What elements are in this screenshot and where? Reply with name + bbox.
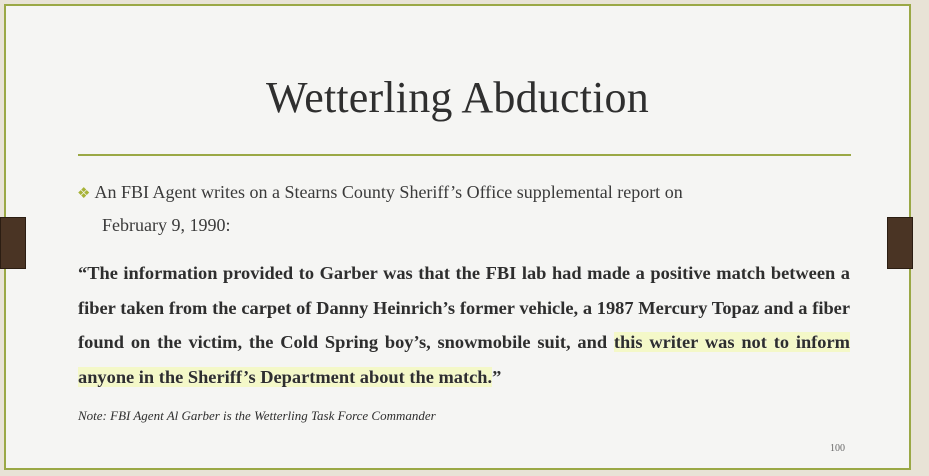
quote-text: “The information provided to Garber was that the FBI lab had made a positive match between a fiber taken from the carpet of Danny Heinrich’s former vehicle, a 1987 Mercury Topaz and a fiber found on the victim, the Cold Spring boy’s, snowmobile suit, and (78, 263, 850, 353)
quote-closing: ” (492, 366, 502, 387)
slide-title: Wetterling Abduction (266, 73, 649, 122)
title-divider (78, 154, 851, 156)
left-side-tab (0, 217, 26, 269)
page-number: 100 (830, 443, 845, 454)
bullet-point (77, 176, 797, 241)
footnote: Note: FBI Agent Al Garber is the Wetterling Task Force Commander (78, 408, 436, 423)
slide (4, 4, 911, 470)
bullet-line-2: February 9, 1990: (102, 215, 231, 235)
bullet-line-1: An FBI Agent writes on a Stearns County Sheriff’s Office supplemental report on (94, 182, 683, 202)
diamond-bullet-icon: ❖ (77, 184, 91, 202)
right-side-tab (887, 217, 913, 269)
quote-highlighted-text: this writer was not to inform anyone in the Sheriff’s Department about the match. (78, 332, 850, 387)
report-quote (78, 256, 850, 394)
